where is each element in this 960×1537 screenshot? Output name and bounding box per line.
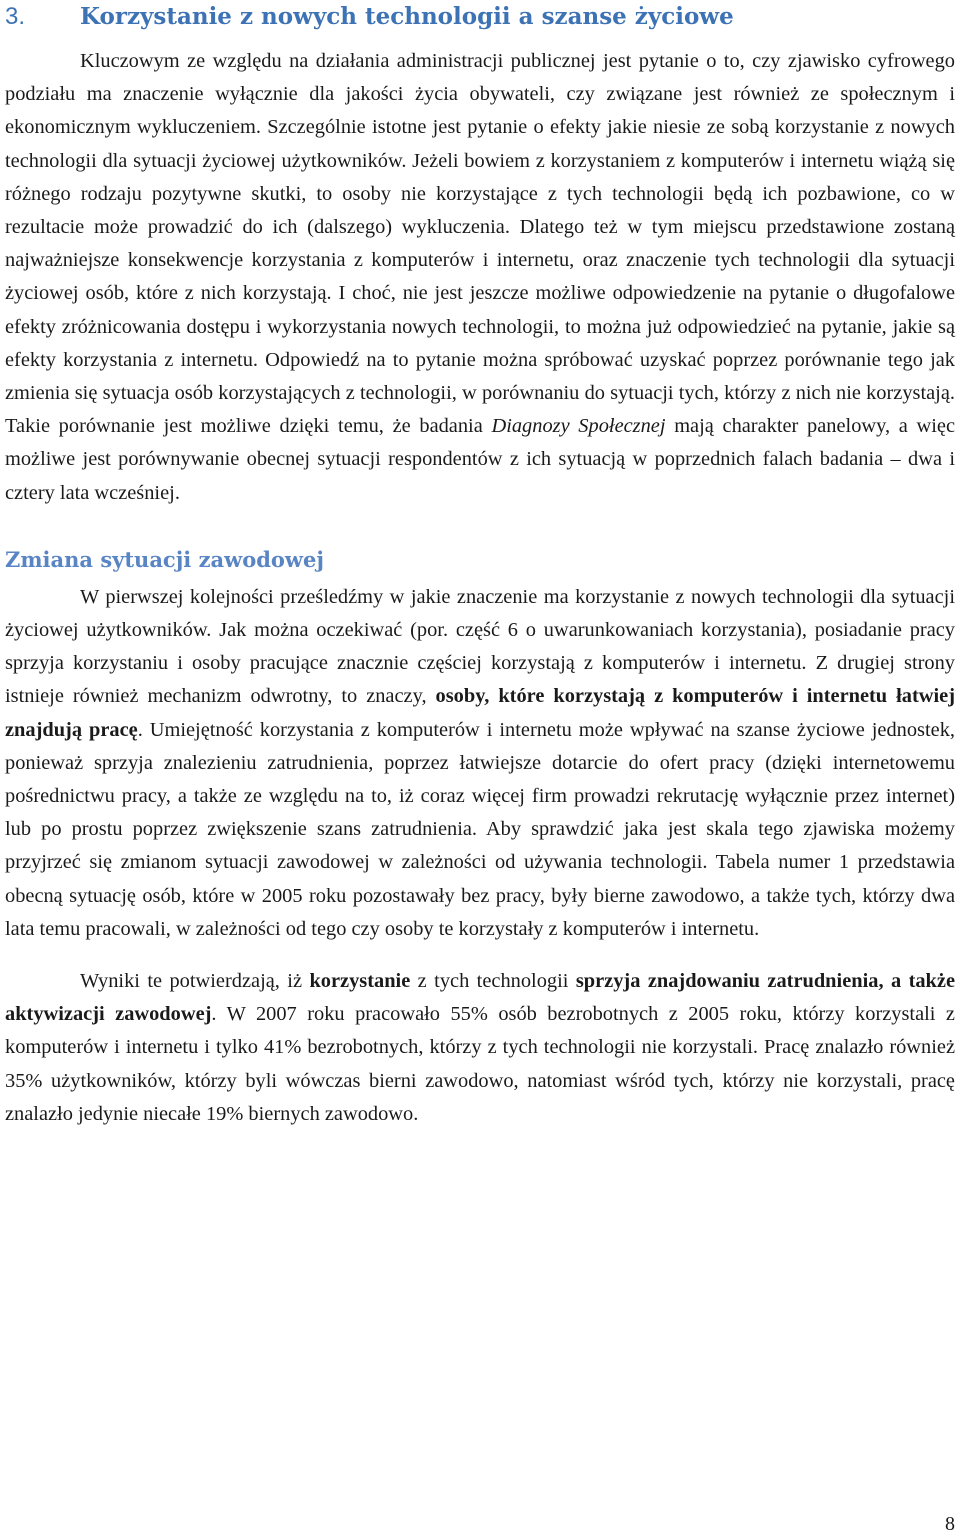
page-number: 8	[945, 1513, 955, 1535]
paragraph-text: z tych technologii	[410, 970, 576, 993]
chapter-heading	[5, 0, 955, 36]
bold-highlight: korzystanie	[309, 970, 411, 993]
chapter-number: 3.	[5, 3, 26, 30]
bold-highlight: sprzyja znajdowaniu zatrudnienia, a także aktywizacji zawodowej	[5, 970, 955, 1026]
paragraph-text: W pierwszej kolejności prześledźmy w jakie znaczenie ma korzystanie z nowych technologii dla sytuacji życiowej użytkowników. Jak można oczekiwać (por. część 6 o uwarunkowaniach korzystania), posiadanie pracy sprzyja korzystaniu i osoby pracujące znacznie częściej korzystają z komputerów i internetu. Z drugiej strony istnieje również mechanizm odwrotny, to znaczy,	[5, 585, 955, 708]
document-page	[5, 0, 955, 1131]
chapter-title: Korzystanie z nowych technologii a szanse życiowe	[80, 3, 734, 30]
paragraph-text: Wyniki te potwierdzają, iż	[80, 970, 310, 993]
paragraph-text: . Umiejętność korzystania z komputerów i internetu może wpływać na szanse życiowe jednostek, ponieważ sprzyja znalezieniu zatrudnienia, poprzez łatwiejsze dotarcie do ofert pracy (dzięki internetowemu pośrednictwu pracy, a także ze względu na to, iż coraz więcej firm prowadzi rekrutację wyłącznie przez internet) lub po prostu poprzez zwiększenie szans zatrudnienia. Aby sprawdzić jaka jest skala tego zjawiska możemy przyjrzeć się zmianom sytuacji zawodowej w zależności od używania technologii. Tabela numer 1 przedstawia obecną sytuację osób, które w 2005 roku pozostawały bez pracy, były bierne zawodowo, a także tych, którzy dwa lata temu pracowali, w zależności od tego czy osoby te korzystały z komputerów i internetu.	[5, 718, 955, 940]
paragraph-text: . W 2007 roku pracowało 55% osób bezrobotnych z 2005 roku, którzy korzystali z komputerów i internetu i tylko 41% bezrobotnych, którzy z tych technologii nie korzystali. Pracę znalazło również 35% użytkowników, którzy byli wówczas bierni zawodowo, natomiast wśród tych, którzy nie korzystali, pracę znalazło jedynie niecałe 19% biernych zawodowo.	[5, 1003, 955, 1125]
intro-paragraph	[5, 45, 955, 510]
section-heading: Zmiana sytuacji zawodowej	[5, 546, 324, 572]
italic-survey-name: Diagnozy Społecznej	[491, 415, 666, 438]
results-paragraph	[5, 965, 955, 1131]
employment-paragraph	[5, 581, 955, 946]
paragraph-text: Kluczowym ze względu na działania administracji publicznej jest pytanie o to, czy zjawisko cyfrowego podziału ma znaczenie wyłącznie dla jakości życia obywateli, czy związane jest również ze społecznym i ekonomicznym wykluczeniem. Szczególnie istotne jest pytanie o efekty jakie niesie ze sobą korzystanie z nowych technologii dla sytuacji życiowej użytkowników. Jeżeli bowiem z korzystaniem z komputerów i internetu wiążą się różnego rodzaju pozytywne skutki, to osoby nie korzystające z tych technologii będą ich pozbawione, co w rezultacie może prowadzić do ich (dalszego) wykluczenia. Dlatego też w tym miejscu przedstawione zostaną najważniejsze konsekwencje korzystania z komputerów i internetu, oraz znaczenie tych technologii dla sytuacji życiowej osób, które z nich korzystają. I choć, nie jest jeszcze możliwe odpowiedzenie na pytanie o długofalowe efekty zróżnicowania dostępu i wykorzystania nowych technologii, to można już odpowiedzieć na pytanie, jakie są efekty korzystania z internetu. Odpowiedź na to pytanie można spróbować uzyskać poprzez porównanie tego jak zmienia się sytuacja osób korzystających z technologii, w porównaniu do sytuacji tych, którzy z nich nie korzystają. Takie porównanie jest możliwe dzięki temu, że badania	[5, 50, 955, 438]
bold-highlight: osoby, które korzystają z komputerów i internetu łatwiej znajdują pracę	[5, 685, 955, 741]
paragraph-text: mają charakter panelowy, a więc możliwe jest porównywanie obecnej sytuacji respondentów z ich sytuacją w poprzednich falach badania – dwa i cztery lata wcześniej.	[5, 415, 955, 504]
